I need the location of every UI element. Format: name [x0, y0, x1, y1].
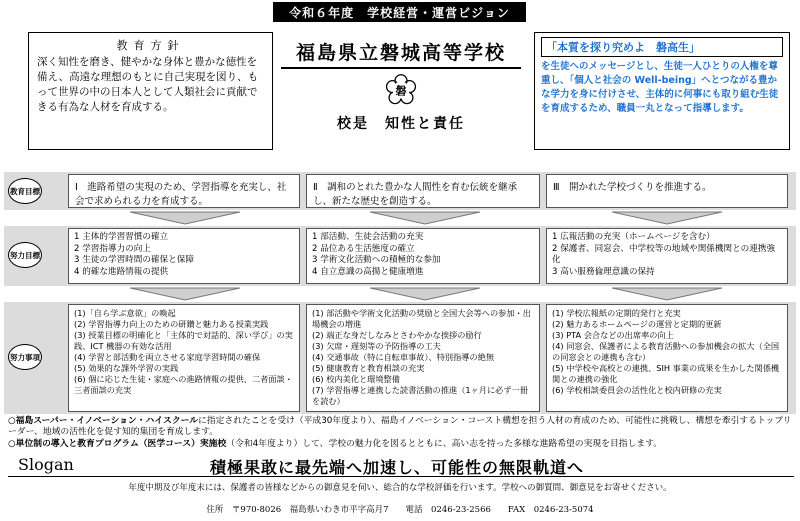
note-1-bold: ○福島スーパー・イノベーション・ハイスクール: [8, 416, 199, 426]
note-1-text: に指定されたことを受け（平成30年度より）、福島イノベーション・コースト構想を担う人材の育成のため、可能性に挑戦し、構想を牽引するトップリーダー、地域の活性化を促す知的集団を育成します。: [8, 416, 792, 438]
policy-title: 教育方針: [116, 39, 185, 52]
list-item: 3 学術文化活動への積極的な参加: [312, 255, 441, 265]
arrow-down-icon: [130, 286, 240, 302]
list-item: (7) 学習指導と連携した読書活動の推進（1ヶ月に必ず一冊を読む）: [312, 385, 528, 406]
list-item: (5) 効果的な課外学習の実践: [74, 363, 179, 373]
education-policy-box: [28, 32, 273, 150]
footer-contact: 住所 〒970-8026 福島県いわき市平字高月7 電話 0246-23-2566 FAX 0246-23-5074: [206, 505, 594, 515]
arrow-down-icon: [370, 210, 480, 226]
list-item: (3) 授業目標の明確化と「主体的で対話的、深い学び」の実践、ICT 機器の有効な活用: [74, 330, 293, 351]
list-item: (4) 同窓会、保護者による教育活動への参加機会の拡大（全国の同窓会との連携も含む）: [552, 341, 780, 362]
vision-banner: 令和６年度 学校経営・運営ビジョン: [273, 2, 526, 22]
divider: [8, 476, 794, 477]
arrow-down-icon: [612, 286, 722, 302]
list-item: 1 部活動、生徒会活動の充実: [312, 232, 424, 242]
list-item: 2 学習指導力の向上: [74, 243, 151, 254]
arrow-down-icon: [130, 210, 240, 226]
list-item: 3 生徒の学習時間の確保と保障: [74, 255, 194, 265]
goal-2: Ⅱ 調和のとれた豊かな人間性を育む伝統を継承し、新たな歴史を創造する。: [306, 174, 540, 208]
goal-1: Ⅰ 進路希望の実現のため、学習指導を充実し、社会で求められる力を育成する。: [68, 174, 300, 208]
note-2: [8, 439, 794, 450]
list-item: (5) 健康教育と教育相談の充実: [312, 363, 425, 373]
notes: [8, 416, 794, 450]
list-item: 4 的確な進路情報の提供: [74, 266, 169, 277]
slogan: 積極果敢に最先端へ加速し、可能性の無限軌道へ: [210, 458, 585, 477]
vision-body: を生徒へのメッセージとし、生徒一人ひとりの人権を尊重し、「個人と社会の Well-being」へとつながる豊かな学力を身に付けさせ、主体的に何事にも取り組む生徒を育成するため、職員一丸となって指導します。: [541, 61, 779, 114]
list-item: (2) 魅力あるホームページの運営と定期的更新: [552, 319, 722, 329]
vision-title: 「本質を探り究めよ 磐高生」: [541, 37, 783, 57]
label-goals: 教育目標: [8, 178, 42, 204]
list-item: 2 品位ある生活態度の確立: [312, 243, 415, 254]
list-item: (6) 校内美化と環境整備: [312, 374, 400, 384]
items-2: [306, 304, 540, 412]
arrow-down-icon: [612, 210, 722, 226]
school-emblem-icon: [384, 73, 418, 107]
goal-3: Ⅲ 開かれた学校づくりを推進する。: [546, 174, 788, 208]
slogan-label: Slogan: [18, 455, 74, 474]
arrow-down-icon: [370, 286, 480, 302]
list-item: (1) 部活動や学術文化活動の奨励と全国大会等への参加・出場機会の増進: [312, 308, 531, 329]
note-2-bold: ○単位制の導入と教育プログラム（医学コース）実施校: [8, 438, 227, 449]
school-header: [275, 32, 527, 150]
note-1: [8, 416, 794, 439]
list-item: (3) 欠席・遅刻等の予防指導の工夫: [312, 341, 441, 351]
list-item: (4) 学習と部活動を両立させる家庭学習時間の確保: [74, 352, 261, 362]
svg-text:磐: 磐: [395, 84, 407, 98]
items-3: [546, 304, 788, 412]
list-item: (2) 端正な身だしなみとさわやかな挨拶の励行: [312, 330, 482, 340]
list-item: 2 保護者、同窓会、中学校等の地域や関係機関との連携強化: [552, 243, 776, 265]
footer-note: 年度中期及び年度末には、保護者の皆様などからの御意見を伺い、総合的な学校評価を行います。学校への御質問、御意見をお寄せください。: [128, 483, 672, 493]
note-2-text: （令和4年度より）して、学校の魅力化を図るとともに、高い志を持った多様な進路希望の実現を目指します。: [226, 438, 663, 449]
list-item: (6) 学校相談委員会の活性化と校内研修の充実: [552, 385, 722, 395]
list-item: (1) 学校広報紙の定期的発行と充実: [552, 308, 681, 318]
label-efforts-1: 努力目標: [8, 242, 42, 268]
school-motto: 校是 知性と責任: [337, 116, 465, 132]
items-1: [68, 304, 300, 412]
list-item: (2) 学習指導力向上のための研鑽と魅力ある授業実践: [74, 319, 269, 329]
list-item: (4) 交通事故（特に自転車事故）、特別指導の絶無: [312, 352, 495, 362]
list-item: 4 自立意識の高揚と健康増進: [312, 266, 424, 277]
list-item: (5) 中学校や高校との連携、SIH 事業の成果を生かした関係機関との連携の強化: [552, 363, 780, 384]
policy-body: 深く知性を磨き、健やかな身体と豊かな徳性を備え、高遠な理想のもとに自己実現を図り、もって世界の中の日本人として人類社会に貢献できる有為な人材を育成する。: [37, 56, 259, 113]
list-item: 1 主体的学習習慣の確立: [74, 232, 169, 242]
list-item: (6) 個に応じた生徒・家庭への進路情報の提供、二者面談・三者面談の充実: [74, 374, 293, 395]
list-item: 1 広報活動の充実（ホームページを含む）: [552, 232, 715, 242]
label-efforts-2: 努力事項: [8, 344, 42, 370]
list-item: (3) PTA 会合などの出席率の向上: [552, 330, 674, 340]
list-item: 3 高い服務倫理意識の保持: [552, 266, 655, 277]
targets-2: [306, 228, 540, 284]
targets-1: [68, 228, 300, 284]
targets-3: [546, 228, 788, 284]
list-item: (1)「自ら学ぶ意欲」の喚起: [74, 308, 176, 318]
vision-box: [534, 32, 790, 150]
school-name: 福島県立磐城高等学校: [281, 32, 521, 69]
